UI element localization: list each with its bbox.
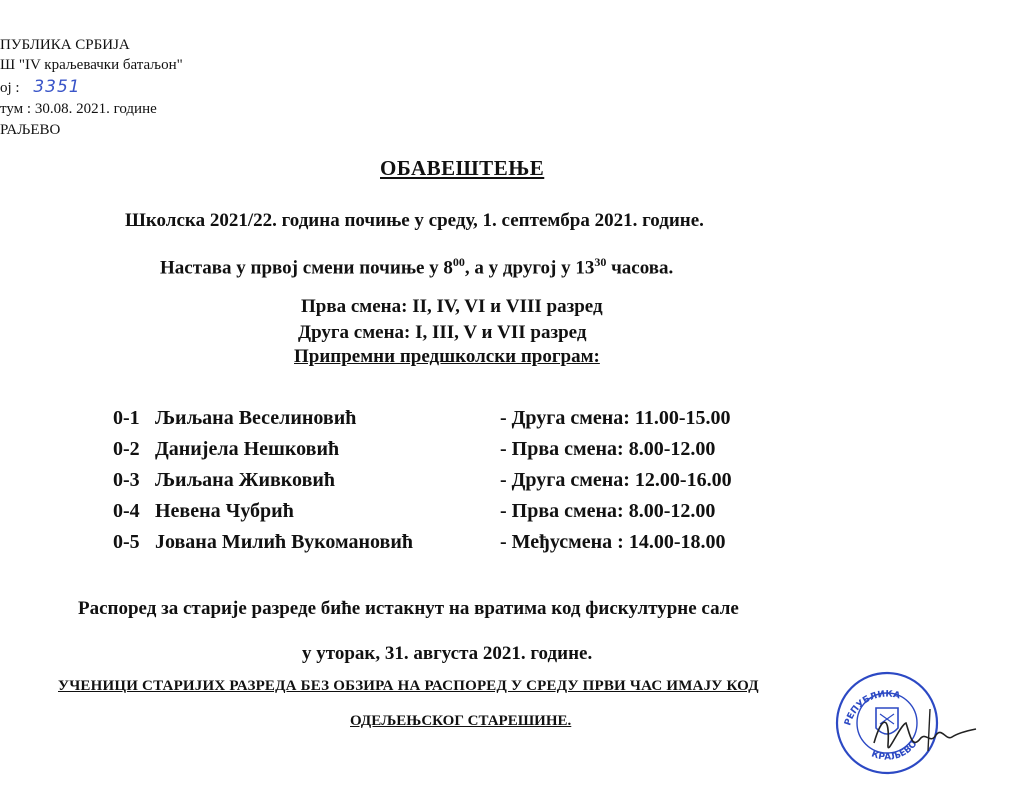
group-teacher: Јована Милић Вукомановић xyxy=(155,531,414,553)
group-teacher: Данијела Нешковић xyxy=(155,438,340,460)
footer-notice-line-2: ОДЕЉЕЊСКОГ СТАРЕШИНЕ. xyxy=(350,713,572,729)
group-code: 0-1 xyxy=(113,407,140,429)
page-title: ОБАВЕШТЕЊЕ xyxy=(380,156,545,180)
group-teacher: Љиљана Веселиновић xyxy=(155,407,357,429)
list-item xyxy=(113,407,833,438)
group-teacher: Невена Чубрић xyxy=(155,500,294,522)
header-country: ПУБЛИКА СРБИЈА xyxy=(0,37,130,53)
stamp-text-top: РЕПУБЛИКА xyxy=(843,689,902,727)
intro-shift-one: Прва смена: II, IV, VI и VIII разред xyxy=(301,296,603,317)
group-code: 0-4 xyxy=(113,500,140,522)
list-item xyxy=(113,500,833,531)
preschool-groups-list xyxy=(113,407,833,562)
signature-icon xyxy=(870,705,980,765)
header-date: тум : 30.08. 2021. године xyxy=(0,101,157,117)
header-school: Ш "IV краљевачки батаљон" xyxy=(0,57,183,73)
header-city: РАЉЕВО xyxy=(0,122,61,138)
group-code: 0-5 xyxy=(113,531,140,553)
list-item xyxy=(113,469,833,500)
group-teacher: Љиљана Живковић xyxy=(155,469,336,491)
group-shift: - Међусмена : 14.00-18.00 xyxy=(500,531,726,553)
header-number-label: ој : xyxy=(0,80,20,96)
footer-notice-line-1: УЧЕНИЦИ СТАРИЈИХ РАЗРЕДА БЕЗ ОБЗИРА НА РАСПОРЕД У СРЕДУ ПРВИ ЧАС ИМАЈУ КОД xyxy=(58,678,759,694)
intro-shift-two: Друга смена: I, III, V и VII разред xyxy=(298,322,587,343)
group-shift: - Прва смена: 8.00-12.00 xyxy=(500,500,716,522)
group-shift: - Друга смена: 12.00-16.00 xyxy=(500,469,732,491)
header-number xyxy=(0,78,81,97)
footer-schedule-date: у уторак, 31. августа 2021. године. xyxy=(302,643,593,664)
handwritten-number: 3351 xyxy=(33,77,81,97)
stamp-text-bottom: КРАЉЕВО xyxy=(869,739,920,763)
intro-school-year: Школска 2021/22. година почиње у среду, 1. септембра 2021. године. xyxy=(125,210,704,231)
group-code: 0-3 xyxy=(113,469,140,491)
group-shift: - Прва смена: 8.00-12.00 xyxy=(500,438,716,460)
list-item xyxy=(113,438,833,469)
intro-preschool-heading: Припремни предшколски програм: xyxy=(294,346,600,367)
group-code: 0-2 xyxy=(113,438,140,460)
intro-start-times: Настава у првој смени почиње у $8^{00}$, а у другој у $13^{30}$ часова. xyxy=(160,255,674,279)
footer-schedule-note: Распоред за старије разреде биће истакнут на вратима код фискултурне сале xyxy=(78,598,739,619)
list-item xyxy=(113,531,833,562)
group-shift: - Друга смена: 11.00-15.00 xyxy=(500,407,731,429)
